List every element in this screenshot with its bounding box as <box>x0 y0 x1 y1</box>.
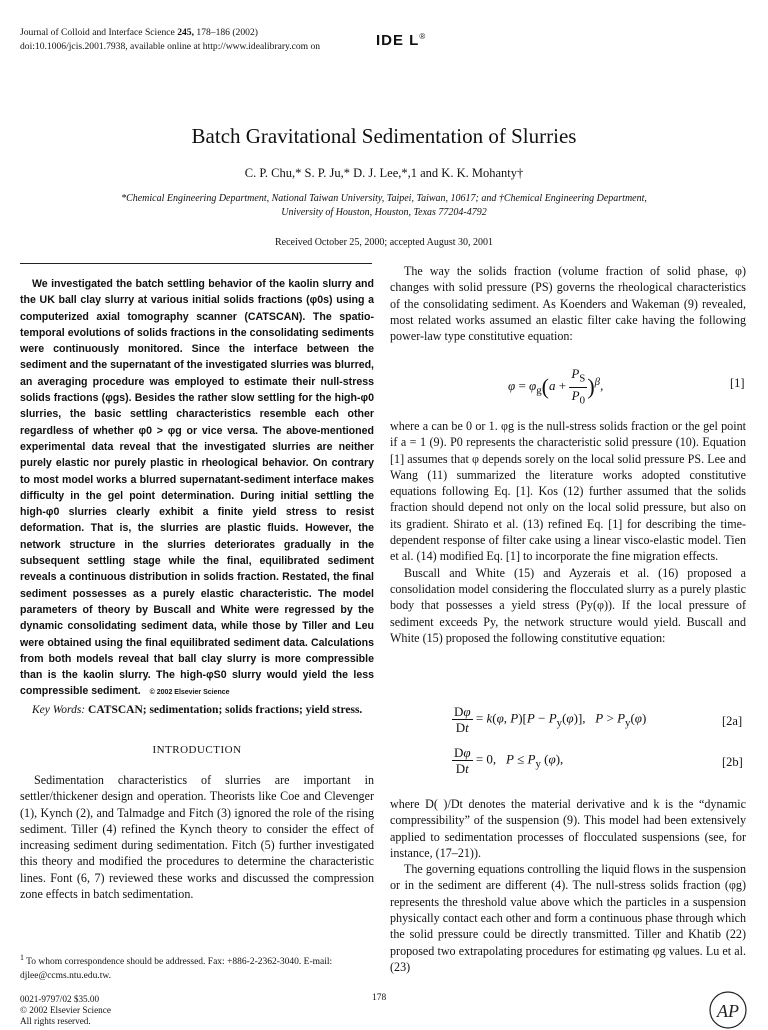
paragraph: The way the solids fraction (volume fraction of solid phase, φ) changes with solid pressure (PS) governs the rheological characteristics of the consolidating sediment. As Koenders and Wakeman (9) revealed, most related works assumed an elastic filter cake having the following power-law type constitutive equation: <box>390 264 746 344</box>
abstract-copyright: © 2002 Elsevier Science <box>149 689 230 697</box>
intro-body <box>20 772 374 902</box>
abstract <box>20 276 374 718</box>
divider <box>20 263 372 264</box>
right-column-p1 <box>390 263 746 344</box>
doi-line: doi:10.1006/jcis.2001.7938, available online at http://www.idealibrary.com on <box>20 41 321 52</box>
equation-number: [2b] <box>722 755 743 769</box>
keywords <box>20 702 374 718</box>
paper-title: Batch Gravitational Sedimentation of Slurries <box>191 124 577 148</box>
right-column-p2 <box>390 418 746 646</box>
right-column-p4 <box>390 796 746 975</box>
journal-pages: 178–186 (2002) <box>196 27 258 38</box>
footnote <box>20 951 374 983</box>
copyright-footer: 0021-9797/02 $35.00 © 2002 Elsevier Science All rights reserved. <box>20 994 111 1026</box>
journal-header <box>20 26 320 54</box>
abstract-text: We investigated the batch settling behavior of the kaolin slurry and the UK ball clay slurry at various initial solids fractions (φ0s) using a computerized axial tomography scanner (CATSCAN). The spatio-temporal evolutions of solids fractions in the consolidating sediments were continuously monitored. Since the interface between the sediment and the supernatant of the investigated slurries was blurred, an averaging procedure was employed to estimate their null-stress solids fractions (φgs). Besides the rather slow settling for the high-φ0 slurries, the basic settling characteristics resemble each other regardless of whether φ0 > φg or vice versa. The above-mentioned experimental data reveal that the investigated slurries are neither purely elastic nor purely plastic in rheological behavior. On contrary to most model works a blurred supernatant-sediment interface makes difficulty in the gel point determination. During initial settling the high-φ0 slurries clearly exhibit a finite yield stress to resist deformation. That is, the slurries are plastic fluids. However, the network structure in the slurries deteriorates gradually in the subsequent settling stage while the final, equilibrated sediment reveals a continuous distribution in solids fraction. Restated, the final sediment possesses as a purely elastic characteristic. The model parameters of theory by Buscall and White were regressed by the dynamic consolidating sediment data, while those by Tiller and Leu were obtained using the final equilibrated sediment data. Calculations from both models reveal that ball clay slurry is more compressible than is the kaolin slurry. The high-φS0 slurry would yield the less compressible sediment. <box>20 278 374 698</box>
paragraph: Buscall and White (15) and Ayzerais et al. (16) proposed a consolidation model considering the flocculated slurry as a purely plastic body that possesses a yield stress (Py(φ)). If the local pressure of sediment exceeds Py, the network structure would yield. Buscall and White (15) proposed the following constitutive equation: <box>390 565 746 645</box>
equation-number: [1] <box>730 376 745 390</box>
equation-2a: $\frac{D\varphi}{Dt}$ = k(φ, $P)[P - P_y(\varphi)]$, $P > P_y(\varphi)$ <box>454 704 647 735</box>
paragraph: where a can be 0 or 1. φg is the null-stress solids fraction or the gel point if a = 1 (9). P0 represents the characteristic solid pressure (10). Equation [1] assumes that φ depends sorely on the local solid pressure PS. Lee and Wang (11) summarized the literature works adopted constitutive equations following Eq. [1]. Kos (12) further assumed that the solids fraction should depend not only on the local solid pressure, but also on its gradient. Shirato et al. (13) refined Eq. [1] for describing the time-dependent response of filter cake using a linear visco-elastic model. Tien et al. (14) modified Eq. [1] to incorporate the fine migration effects. <box>390 419 746 564</box>
footnote-mark: 1 <box>20 953 24 962</box>
publisher-logo-text: AP <box>717 1001 739 1021</box>
paragraph: The governing equations controlling the liquid flows in the suspension or in the sediment are different (4). The null-stress solids fraction (φg) represents the threshold value above which the particles in a suspension physically contact each other and form a continuous phase through which the solid pressure could be directly transmitted. Tiller and Khatib (22) proposed two extrapolating procedures for estimating φg values. Lu et al. (23) <box>390 862 746 974</box>
equation-2b: $\frac{D\varphi}{Dt}$ = 0, $P \le P_y$ (φ), <box>454 745 564 776</box>
keywords-label: Key Words: <box>32 703 86 716</box>
keywords-text: CATSCAN; sedimentation; solids fractions; yield stress. <box>88 703 363 716</box>
affiliations: *Chemical Engineering Department, National Taiwan University, Taipei, Taiwan, 10617; and †Chemical Engineering Department, University of Houston, Houston, Texas 77204-4792 <box>121 193 647 218</box>
equation-1: $\varphi = \varphi_g(a$ + $\frac{P_S}{P_0}$ )$^\beta$, <box>508 366 604 407</box>
journal-citation: Journal of Colloid and Interface Science 245, 178–186 (2002) <box>20 27 258 38</box>
paragraph: Sedimentation characteristics of slurries are important in settler/thickener design and operation. Theorists like Coe and Clevenger (1), Kynch (2), and Talmadge and Fitch (3) ignored the role of the rising sediment. Tiller (4) refined the Kynch theory to consider the effect of increasing sediment during sedimentation. Fitch (5) further investigated this theory and modified the procedures to determine the characteristic lines. Font (6, 7) reviewed these works and discussed the compression zone effects in batch sedimentation. <box>20 773 374 902</box>
footnote-text: To whom correspondence should be addressed. Fax: +886-2-2362-3040. E-mail: djlee@ccms.ntu.edu.tw. <box>20 957 333 982</box>
ideal-logo[interactable]: IDE L® <box>376 32 427 49</box>
page-number: 178 <box>372 993 387 1003</box>
equation-number: [2a] <box>722 714 743 728</box>
section-heading: INTRODUCTION <box>152 744 242 756</box>
paragraph: where D( )/Dt denotes the material derivative and k is the “dynamic compressibility” of the suspension (9). This model had been extensively applied to sedimentation processes of flocculated suspensions (see, for instance, (17–21)). <box>390 797 746 860</box>
publisher-logo-icon <box>708 990 748 1030</box>
journal-volume: 245, <box>177 27 194 38</box>
received-dates: Received October 25, 2000; accepted August 30, 2001 <box>275 237 493 248</box>
author-list: C. P. Chu,* S. P. Ju,* D. J. Lee,*,1 and K. K. Mohanty† <box>244 166 524 180</box>
